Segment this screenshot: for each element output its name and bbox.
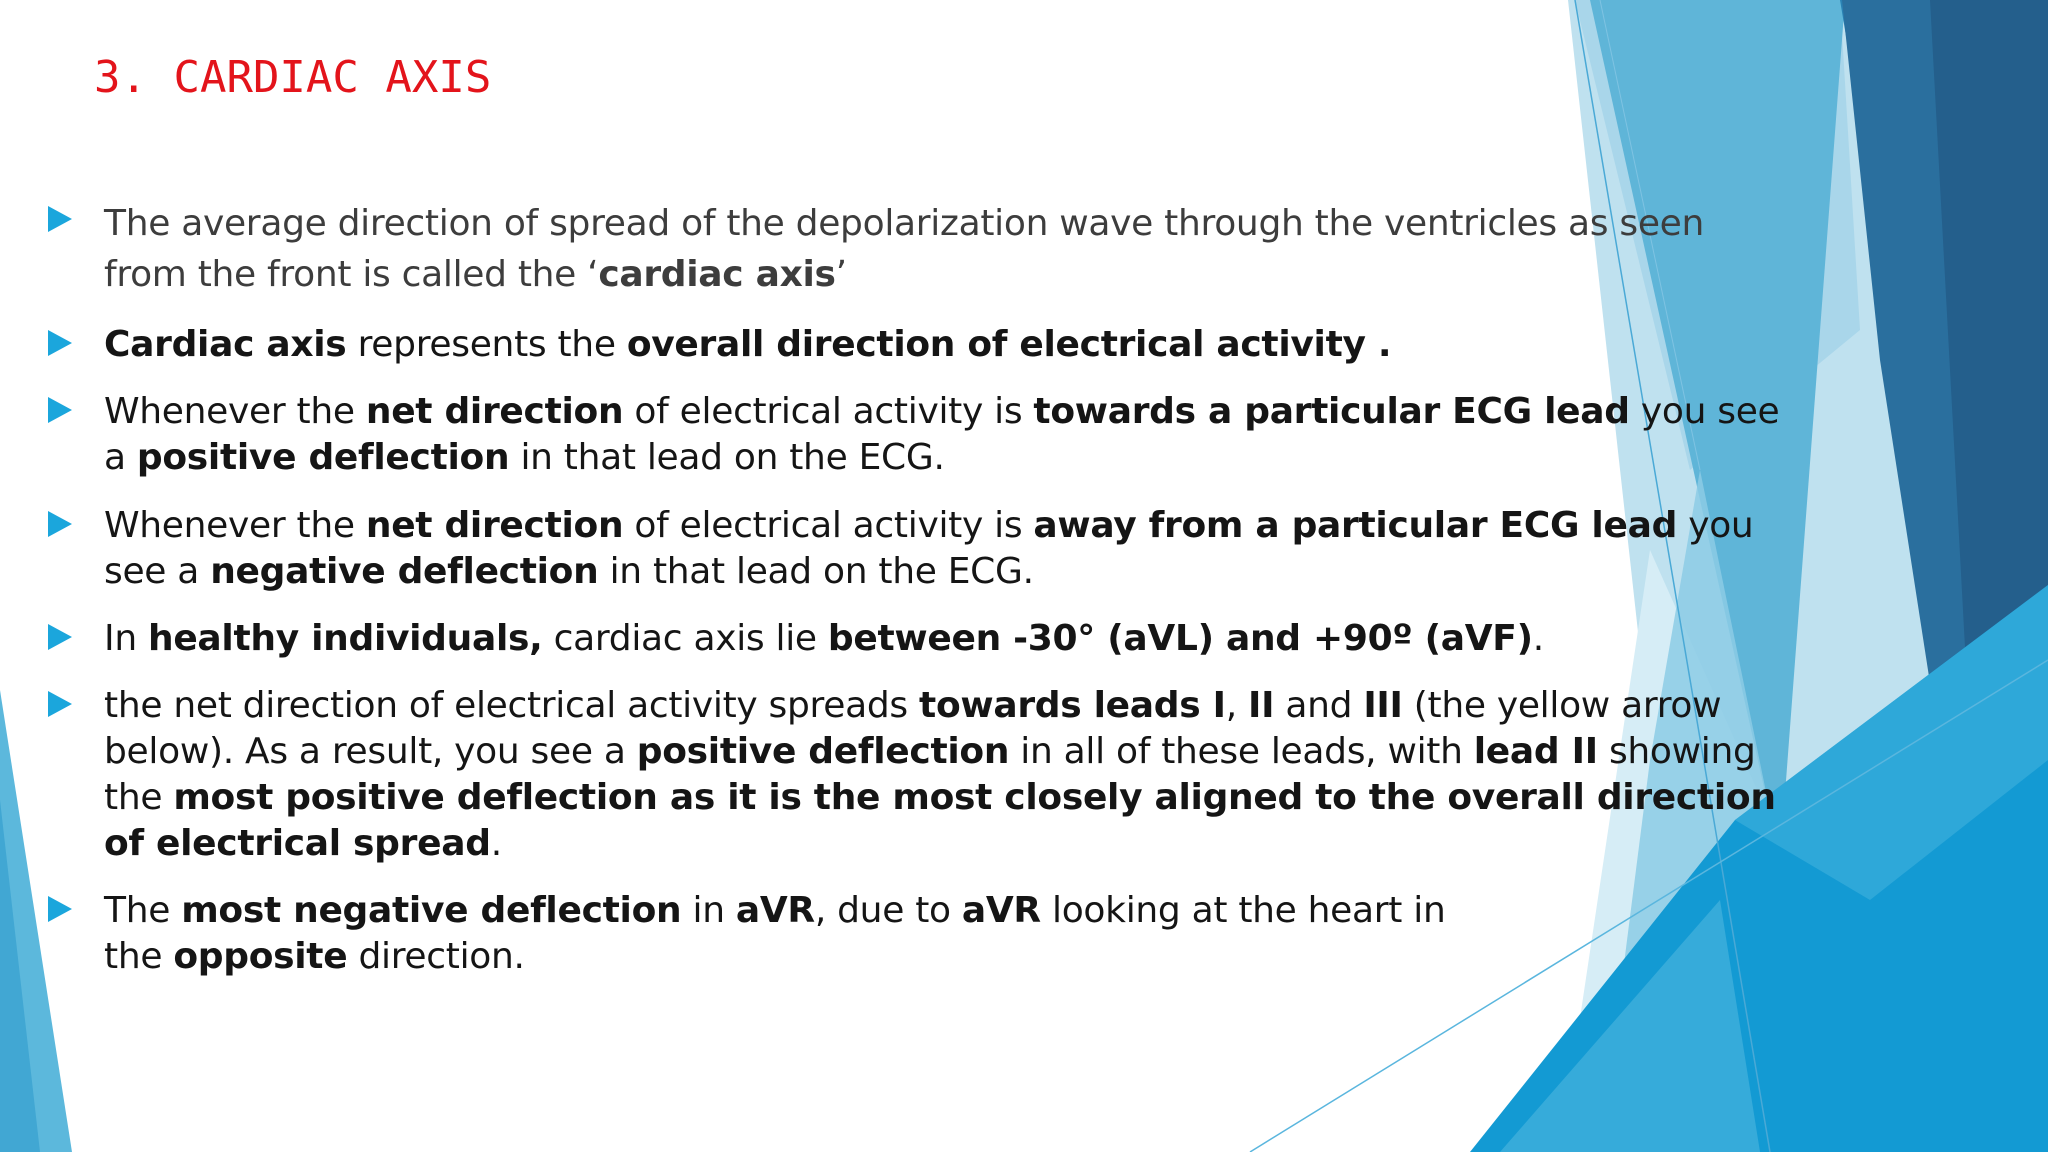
text-run: direction. — [347, 936, 525, 977]
text-run: of electrical activity is — [623, 391, 1034, 432]
text-run: The average direction of spread of the depolarization wave through the ventricles as seen from the front is called the ‘ — [104, 203, 1705, 295]
bullet-text — [104, 616, 1794, 662]
text-run: you see a — [104, 391, 1780, 478]
text-run: the net direction of electrical activity spreads — [104, 685, 920, 726]
text-run: In — [104, 618, 148, 659]
bold-text-run: II — [1247, 685, 1275, 726]
bullet-triangle-icon — [48, 511, 72, 537]
bullet-text — [104, 683, 1794, 867]
bullet-triangle-icon — [48, 896, 72, 922]
bullet-text — [104, 888, 1504, 980]
bold-text-run: lead II — [1473, 731, 1598, 772]
text-run: . — [490, 823, 502, 864]
text-run: Whenever the — [104, 391, 366, 432]
bold-text-run: cardiac axis — [598, 254, 836, 295]
text-run: and — [1274, 685, 1364, 726]
text-run: , — [1225, 685, 1248, 726]
bold-text-run: Cardiac axis — [104, 324, 347, 365]
bold-text-run: III — [1363, 685, 1403, 726]
text-run: (the yellow arrow below). As a result, you see a — [104, 685, 1722, 772]
text-run: cardiac axis lie — [542, 618, 828, 659]
bullet-triangle-icon — [48, 397, 72, 423]
bold-text-run: aVR — [961, 890, 1041, 931]
bold-text-run: towards a particular ECG lead — [1033, 391, 1630, 432]
bold-text-run: positive deflection — [136, 437, 510, 478]
text-run: represents the — [346, 324, 627, 365]
bullet-text — [104, 322, 1794, 368]
bullet-triangle-icon — [48, 691, 72, 717]
bullet-triangle-icon — [48, 624, 72, 650]
bullet-triangle-icon — [48, 206, 72, 232]
text-run: Whenever the — [104, 505, 366, 546]
bold-text-run: overall direction of electrical activity . — [626, 324, 1392, 365]
bullet-text — [104, 503, 1794, 595]
bold-text-run: healthy individuals, — [147, 618, 543, 659]
text-run: you see a — [104, 505, 1754, 592]
bold-text-run: opposite — [173, 936, 348, 977]
bold-text-run: aVR — [735, 890, 815, 931]
text-run: looking at the heart in the — [104, 890, 1446, 977]
bullet-triangle-icon — [48, 330, 72, 356]
bold-text-run: negative deflection — [210, 551, 599, 592]
text-run: in — [681, 890, 736, 931]
bold-text-run: away from a particular ECG lead — [1033, 505, 1678, 546]
text-run: , due to — [814, 890, 962, 931]
bold-text-run: between -30° (aVL) and +90º (aVF) — [827, 618, 1533, 659]
text-run: in that lead on the ECG. — [598, 551, 1034, 592]
text-run: ’ — [835, 254, 847, 295]
bold-text-run: most negative deflection — [181, 890, 682, 931]
bold-text-run: most positive deflection as it is the most closely aligned to the overall direction of electrical spread — [104, 777, 1776, 864]
bold-text-run: positive deflection — [636, 731, 1010, 772]
bold-text-run: net direction — [365, 505, 624, 546]
bullet-text — [104, 389, 1794, 481]
text-run: . — [1532, 618, 1544, 659]
slide-title: 3. CARDIAC AXIS — [94, 52, 492, 103]
bold-text-run: net direction — [365, 391, 624, 432]
bold-text-run: towards leads I — [919, 685, 1226, 726]
text-run: in that lead on the ECG. — [509, 437, 945, 478]
text-run: showing the — [104, 731, 1756, 818]
text-run: in all of these leads, with — [1009, 731, 1474, 772]
bullet-text — [104, 198, 1794, 300]
text-run: The — [104, 890, 182, 931]
text-run: of electrical activity is — [623, 505, 1034, 546]
